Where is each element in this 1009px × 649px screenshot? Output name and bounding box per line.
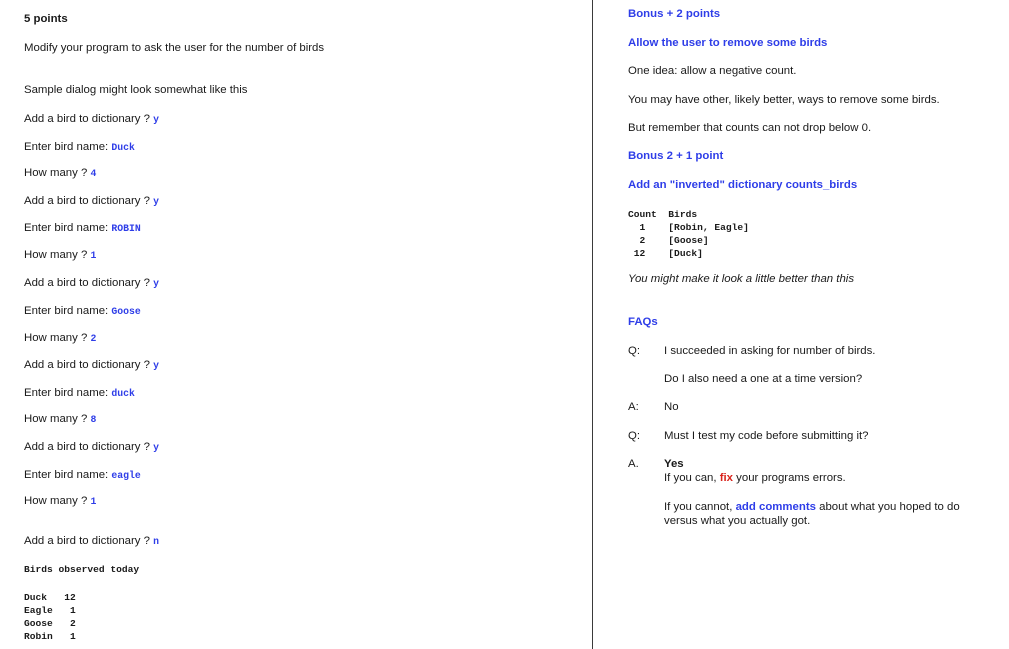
dialog-prompt: Add a bird to dictionary ? <box>24 195 154 207</box>
faq-heading: FAQs <box>628 316 658 328</box>
dialog-line <box>24 113 159 126</box>
dialog-line <box>24 305 141 318</box>
dialog-answer: y <box>153 278 160 289</box>
dialog-answer: ROBIN <box>111 223 141 234</box>
column-divider <box>592 0 593 649</box>
faq-q1-label: Q: <box>628 345 641 357</box>
faq-q1-line2: Do I also need a one at a time version? <box>664 373 863 385</box>
idea-text: One idea: allow a negative count. <box>628 65 797 77</box>
dialog-prompt: Add a bird to dictionary ? <box>24 277 154 289</box>
dialog-answer: 4 <box>90 168 97 179</box>
better-note: You might make it look a little better than this <box>628 273 855 285</box>
faq-a2-para2-line2: versus what you actually got. <box>664 515 811 527</box>
dialog-answer: eagle <box>111 470 141 481</box>
dialog-prompt: How many ? <box>24 495 91 507</box>
dialog-answer: Duck <box>111 142 135 153</box>
faq-a1-text: No <box>664 401 679 413</box>
observed-heading: Birds observed today <box>24 564 140 575</box>
fix-emphasis: fix <box>719 472 734 484</box>
dialog-answer: y <box>153 442 160 453</box>
dialog-prompt: Enter bird name: <box>24 222 112 234</box>
faq-a2-line1-post: your programs errors. <box>733 472 846 484</box>
dialog-prompt: How many ? <box>24 249 91 261</box>
inverted-table: Count Birds 1 [Robin, Eagle] 2 [Goose] 12 [Duck] <box>628 209 749 259</box>
dialog-prompt: How many ? <box>24 167 91 179</box>
sample-intro: Sample dialog might look somewhat like this <box>24 84 248 96</box>
observed-table: Duck 12 Eagle 1 Goose 2 Robin 1 <box>24 592 76 642</box>
dialog-line <box>24 413 96 426</box>
dialog-prompt: Add a bird to dictionary ? <box>24 441 154 453</box>
dialog-answer: y <box>153 196 160 207</box>
dialog-prompt: How many ? <box>24 332 91 344</box>
faq-a2-yes: Yes <box>664 458 684 470</box>
dialog-line <box>24 249 96 262</box>
other-ways-text: You may have other, likely better, ways to remove some birds. <box>628 94 940 106</box>
dialog-line <box>24 222 141 235</box>
dialog-line <box>24 387 135 400</box>
faq-q2-label: Q: <box>628 430 641 442</box>
bonus2-task: Add an "inverted" dictionary counts_birds <box>628 179 858 191</box>
dialog-prompt: Enter bird name: <box>24 387 112 399</box>
faq-a2-line1 <box>664 472 846 485</box>
dialog-prompt: Enter bird name: <box>24 305 112 317</box>
faq-a2-para2-post: about what you hoped to do <box>815 501 960 513</box>
remember-text: But remember that counts can not drop below 0. <box>628 122 872 134</box>
faq-a2-label: A. <box>628 458 639 470</box>
dialog-answer: 1 <box>90 496 97 507</box>
dialog-answer: duck <box>111 388 135 399</box>
dialog-line <box>24 469 141 482</box>
faq-q1-line1: I succeeded in asking for number of birds. <box>664 345 876 357</box>
dialog-line <box>24 359 159 372</box>
dialog-line <box>24 495 96 508</box>
dialog-answer: y <box>153 114 160 125</box>
dialog-prompt: Add a bird to dictionary ? <box>24 359 154 371</box>
dialog-answer: n <box>153 536 160 547</box>
dialog-line <box>24 141 135 154</box>
bonus-heading: Bonus + 2 points <box>628 8 721 20</box>
dialog-prompt: Add a bird to dictionary ? <box>24 113 154 125</box>
dialog-answer: 1 <box>90 250 97 261</box>
dialog-answer: 8 <box>90 414 97 425</box>
dialog-line <box>24 535 159 548</box>
faq-q2-text: Must I test my code before submitting it? <box>664 430 869 442</box>
dialog-line <box>24 195 159 208</box>
dialog-prompt: Add a bird to dictionary ? <box>24 535 154 547</box>
faq-a2-para2 <box>664 501 960 514</box>
faq-a2-line1-pre: If you can, <box>664 472 720 484</box>
dialog-line <box>24 332 96 345</box>
add-comments-emphasis: add comments <box>735 501 816 513</box>
dialog-line <box>24 167 96 180</box>
dialog-line <box>24 441 159 454</box>
dialog-prompt: Enter bird name: <box>24 141 112 153</box>
dialog-line <box>24 277 159 290</box>
dialog-answer: 2 <box>90 333 97 344</box>
bonus-task: Allow the user to remove some birds <box>628 37 828 49</box>
dialog-answer: Goose <box>111 306 141 317</box>
bonus2-heading: Bonus 2 + 1 point <box>628 150 724 162</box>
faq-a1-label: A: <box>628 401 639 413</box>
task-intro: Modify your program to ask the user for the number of birds <box>24 42 325 54</box>
dialog-prompt: Enter bird name: <box>24 469 112 481</box>
points-heading: 5 points <box>24 13 68 25</box>
dialog-prompt: How many ? <box>24 413 91 425</box>
faq-a2-para2-pre: If you cannot, <box>664 501 736 513</box>
dialog-answer: y <box>153 360 160 371</box>
